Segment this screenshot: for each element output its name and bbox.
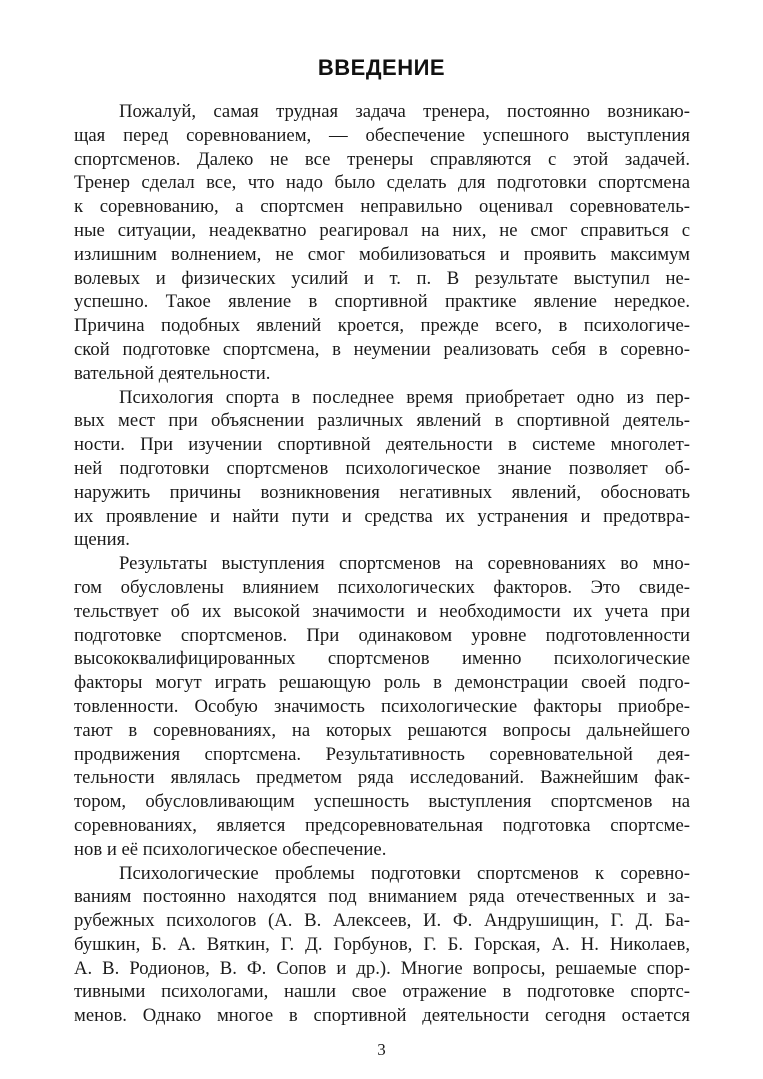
text-line: Пожалуй, самая трудная задача тренера, постоянно возникаю- (119, 101, 690, 122)
text-line: вательной деятельности. (74, 362, 271, 384)
text-line: менов. Однако многое в спортивной деятельности сегодня остается (74, 1005, 690, 1027)
text-line: А. В. Родионов, В. Ф. Сопов и др.). Многие вопросы, решаемые спор- (74, 957, 690, 979)
text-line: гом обусловлены влиянием психологических факторов. Это свиде- (74, 576, 690, 598)
text-line: товленности. Особую значимость психологические факторы приобре- (74, 695, 690, 717)
text-line: ской подготовке спортсмена, в неумении реализовать себя в соревно- (74, 338, 690, 360)
text-line: бушкин, Б. А. Вяткин, Г. Д. Горбунов, Г. Б. Горская, А. Н. Николаев, (74, 933, 690, 955)
text-line: факторы могут играть решающую роль в демонстрации своей подго- (74, 672, 690, 694)
text-line: Психологические проблемы подготовки спортсменов к соревно- (119, 862, 690, 884)
text-line: ваниям постоянно находятся под вниманием ряда отечественных и за- (74, 886, 690, 908)
paragraph (74, 862, 690, 1029)
text-line: излишним волнением, не смог мобилизоваться и проявить максимум (74, 243, 690, 265)
body-text (74, 100, 690, 1028)
text-line: тором, обусловливающим успешность выступления спортсменов на (74, 791, 690, 813)
text-line: ные ситуации, неадекватно реагировал на них, не смог справиться с (74, 219, 690, 241)
page-number: 3 (377, 1040, 386, 1059)
text-line: нов и её психологическое обеспечение. (74, 838, 387, 860)
text-line: спортсменов. Далеко не все тренеры справляются с этой задачей. (74, 148, 690, 170)
text-line: тают в соревнованиях, на которых решаются вопросы дальнейшего (74, 719, 690, 741)
text-line: Причина подобных явлений кроется, прежде всего, в психологиче- (74, 315, 690, 337)
text-line: Тренер сделал все, что надо было сделать для подготовки спортсмена (74, 172, 690, 194)
paragraph (74, 100, 690, 386)
paragraph (74, 386, 690, 553)
text-line: их проявление и найти пути и средства их устранения и предотвра- (74, 505, 690, 527)
text-line: Психология спорта в последнее время приобретает одно из пер- (119, 386, 690, 408)
text-line: тельствует об их высокой значимости и необходимости их учета при (74, 600, 690, 622)
page-title: ВВЕДЕНИЕ (317, 55, 446, 80)
text-line: к соревнованию, а спортсмен неправильно оценивал соревнователь- (74, 196, 690, 218)
text-line: наружить причины возникновения негативных явлений, обосновать (74, 481, 690, 503)
text-line: Результаты выступления спортсменов на соревнованиях во мно- (119, 553, 690, 575)
text-line: ней подготовки спортсменов психологическое знание позволяет об- (74, 457, 690, 479)
text-line: щения. (74, 529, 130, 551)
text-line: ности. При изучении спортивной деятельности в системе многолет- (74, 434, 690, 456)
text-line: высококвалифицированных спортсменов именно психологические (74, 648, 690, 670)
text-line: подготовке спортсменов. При одинаковом уровне подготовленности (74, 624, 690, 646)
text-line: тивными психологами, нашли свое отражение в подготовке спортс- (74, 981, 690, 1003)
paragraph (74, 552, 690, 861)
text-line: тельности являлась предметом ряда исследований. Важнейшим фак- (74, 767, 690, 789)
text-line: рубежных психологов (А. В. Алексеев, И. Ф. Андрушищин, Г. Д. Ба- (74, 910, 690, 932)
text-line: продвижения спортсмена. Результативность соревновательной дея- (74, 743, 690, 765)
text-line: щая перед соревнованием, — обеспечение успешного выступления (74, 124, 690, 146)
text-line: волевых и физических усилий и т. п. В результате выступил не- (74, 267, 690, 289)
text-line: успешно. Такое явление в спортивной практике явление нередкое. (74, 291, 690, 313)
text-line: соревнованиях, является предсоревновательная подготовка спортсме- (74, 814, 690, 836)
text-line: вых мест при объяснении различных явлений в спортивной деятель- (74, 410, 690, 432)
